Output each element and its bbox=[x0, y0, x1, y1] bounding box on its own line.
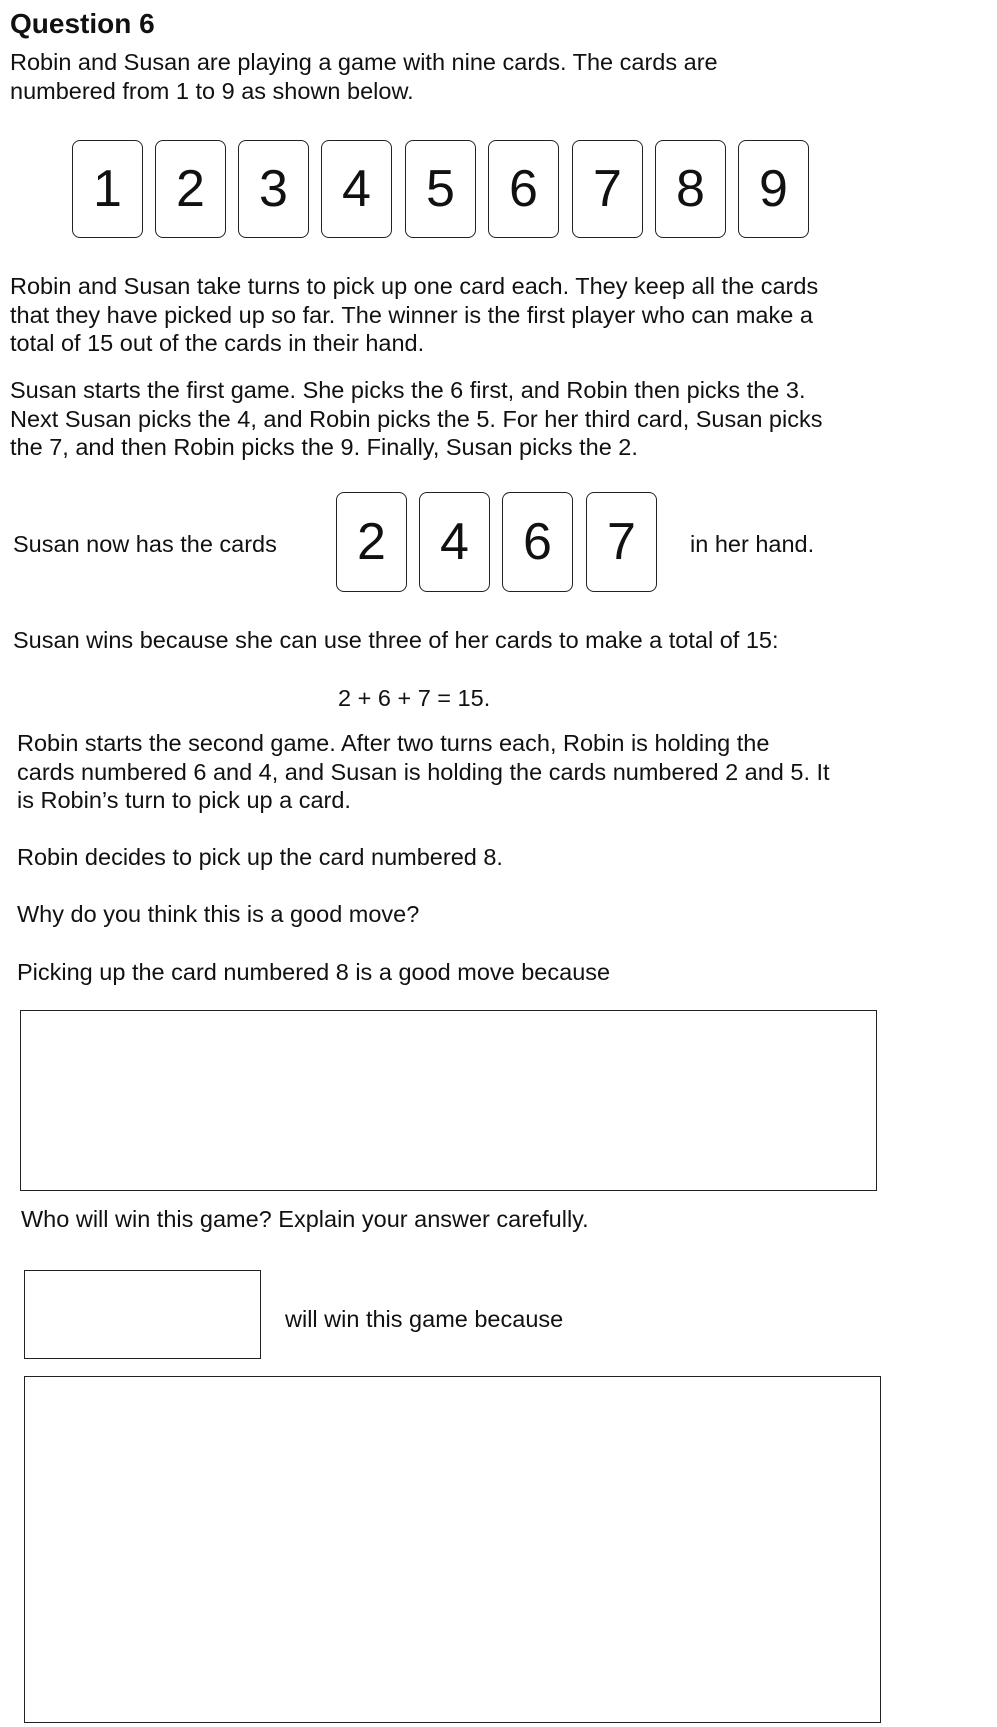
robin-decision: Robin decides to pick up the card numbered 8. bbox=[17, 844, 503, 870]
why-prompt: Why do you think this is a good move? bbox=[17, 901, 420, 927]
question-title: Question 6 bbox=[10, 8, 155, 39]
hand-card: 2 bbox=[336, 492, 407, 592]
rules-paragraph bbox=[10, 272, 818, 358]
number-card: 4 bbox=[321, 140, 392, 238]
intro-line: numbered from 1 to 9 as shown below. bbox=[10, 77, 414, 104]
first-game-line: the 7, and then Robin picks the 9. Finally, Susan picks the 2. bbox=[10, 434, 638, 460]
winner-name-box[interactable] bbox=[24, 1270, 261, 1359]
number-card: 2 bbox=[155, 140, 226, 238]
number-card: 8 bbox=[655, 140, 726, 238]
hand-prefix-text: Susan now has the cards bbox=[13, 531, 277, 557]
hand-suffix-text: in her hand. bbox=[690, 531, 815, 557]
hand-card: 4 bbox=[419, 492, 490, 592]
rules-line: that they have picked up so far. The winner is the first player who can make a bbox=[10, 301, 813, 328]
second-game-line: is Robin’s turn to pick up a card. bbox=[17, 787, 351, 813]
intro-paragraph bbox=[10, 48, 718, 105]
equation: 2 + 6 + 7 = 15. bbox=[338, 685, 491, 711]
hand-card: 7 bbox=[586, 492, 657, 592]
hand-card: 6 bbox=[502, 492, 573, 592]
winner-explanation-box[interactable] bbox=[24, 1376, 881, 1723]
because-prompt: Picking up the card numbered 8 is a good move because bbox=[17, 959, 611, 985]
good-move-answer-box[interactable] bbox=[20, 1010, 877, 1191]
number-card: 3 bbox=[238, 140, 309, 238]
first-game-line: Next Susan picks the 4, and Robin picks the 5. For her third card, Susan picks bbox=[10, 405, 823, 432]
intro-line: Robin and Susan are playing a game with nine cards. The cards are bbox=[10, 49, 718, 75]
first-game-paragraph bbox=[10, 376, 822, 462]
who-prompt: Who will win this game? Explain your answer carefully. bbox=[21, 1206, 589, 1232]
number-card: 9 bbox=[738, 140, 809, 238]
second-game-line: Robin starts the second game. After two turns each, Robin is holding the bbox=[17, 730, 770, 756]
first-game-line: Susan starts the first game. She picks the 6 first, and Robin then picks the 3. bbox=[10, 377, 806, 403]
rules-line: Robin and Susan take turns to pick up one card each. They keep all the cards bbox=[10, 273, 819, 299]
number-card: 7 bbox=[572, 140, 643, 238]
number-card: 5 bbox=[405, 140, 476, 238]
second-game-line: cards numbered 6 and 4, and Susan is holding the cards numbered 2 and 5. It bbox=[17, 758, 830, 785]
number-card: 1 bbox=[72, 140, 143, 238]
win-explanation: Susan wins because she can use three of her cards to make a total of 15: bbox=[13, 627, 779, 653]
winner-suffix-text: will win this game because bbox=[285, 1306, 564, 1332]
second-game-paragraph bbox=[17, 729, 830, 815]
number-card: 6 bbox=[488, 140, 559, 238]
rules-line: total of 15 out of the cards in their hand. bbox=[10, 330, 425, 356]
